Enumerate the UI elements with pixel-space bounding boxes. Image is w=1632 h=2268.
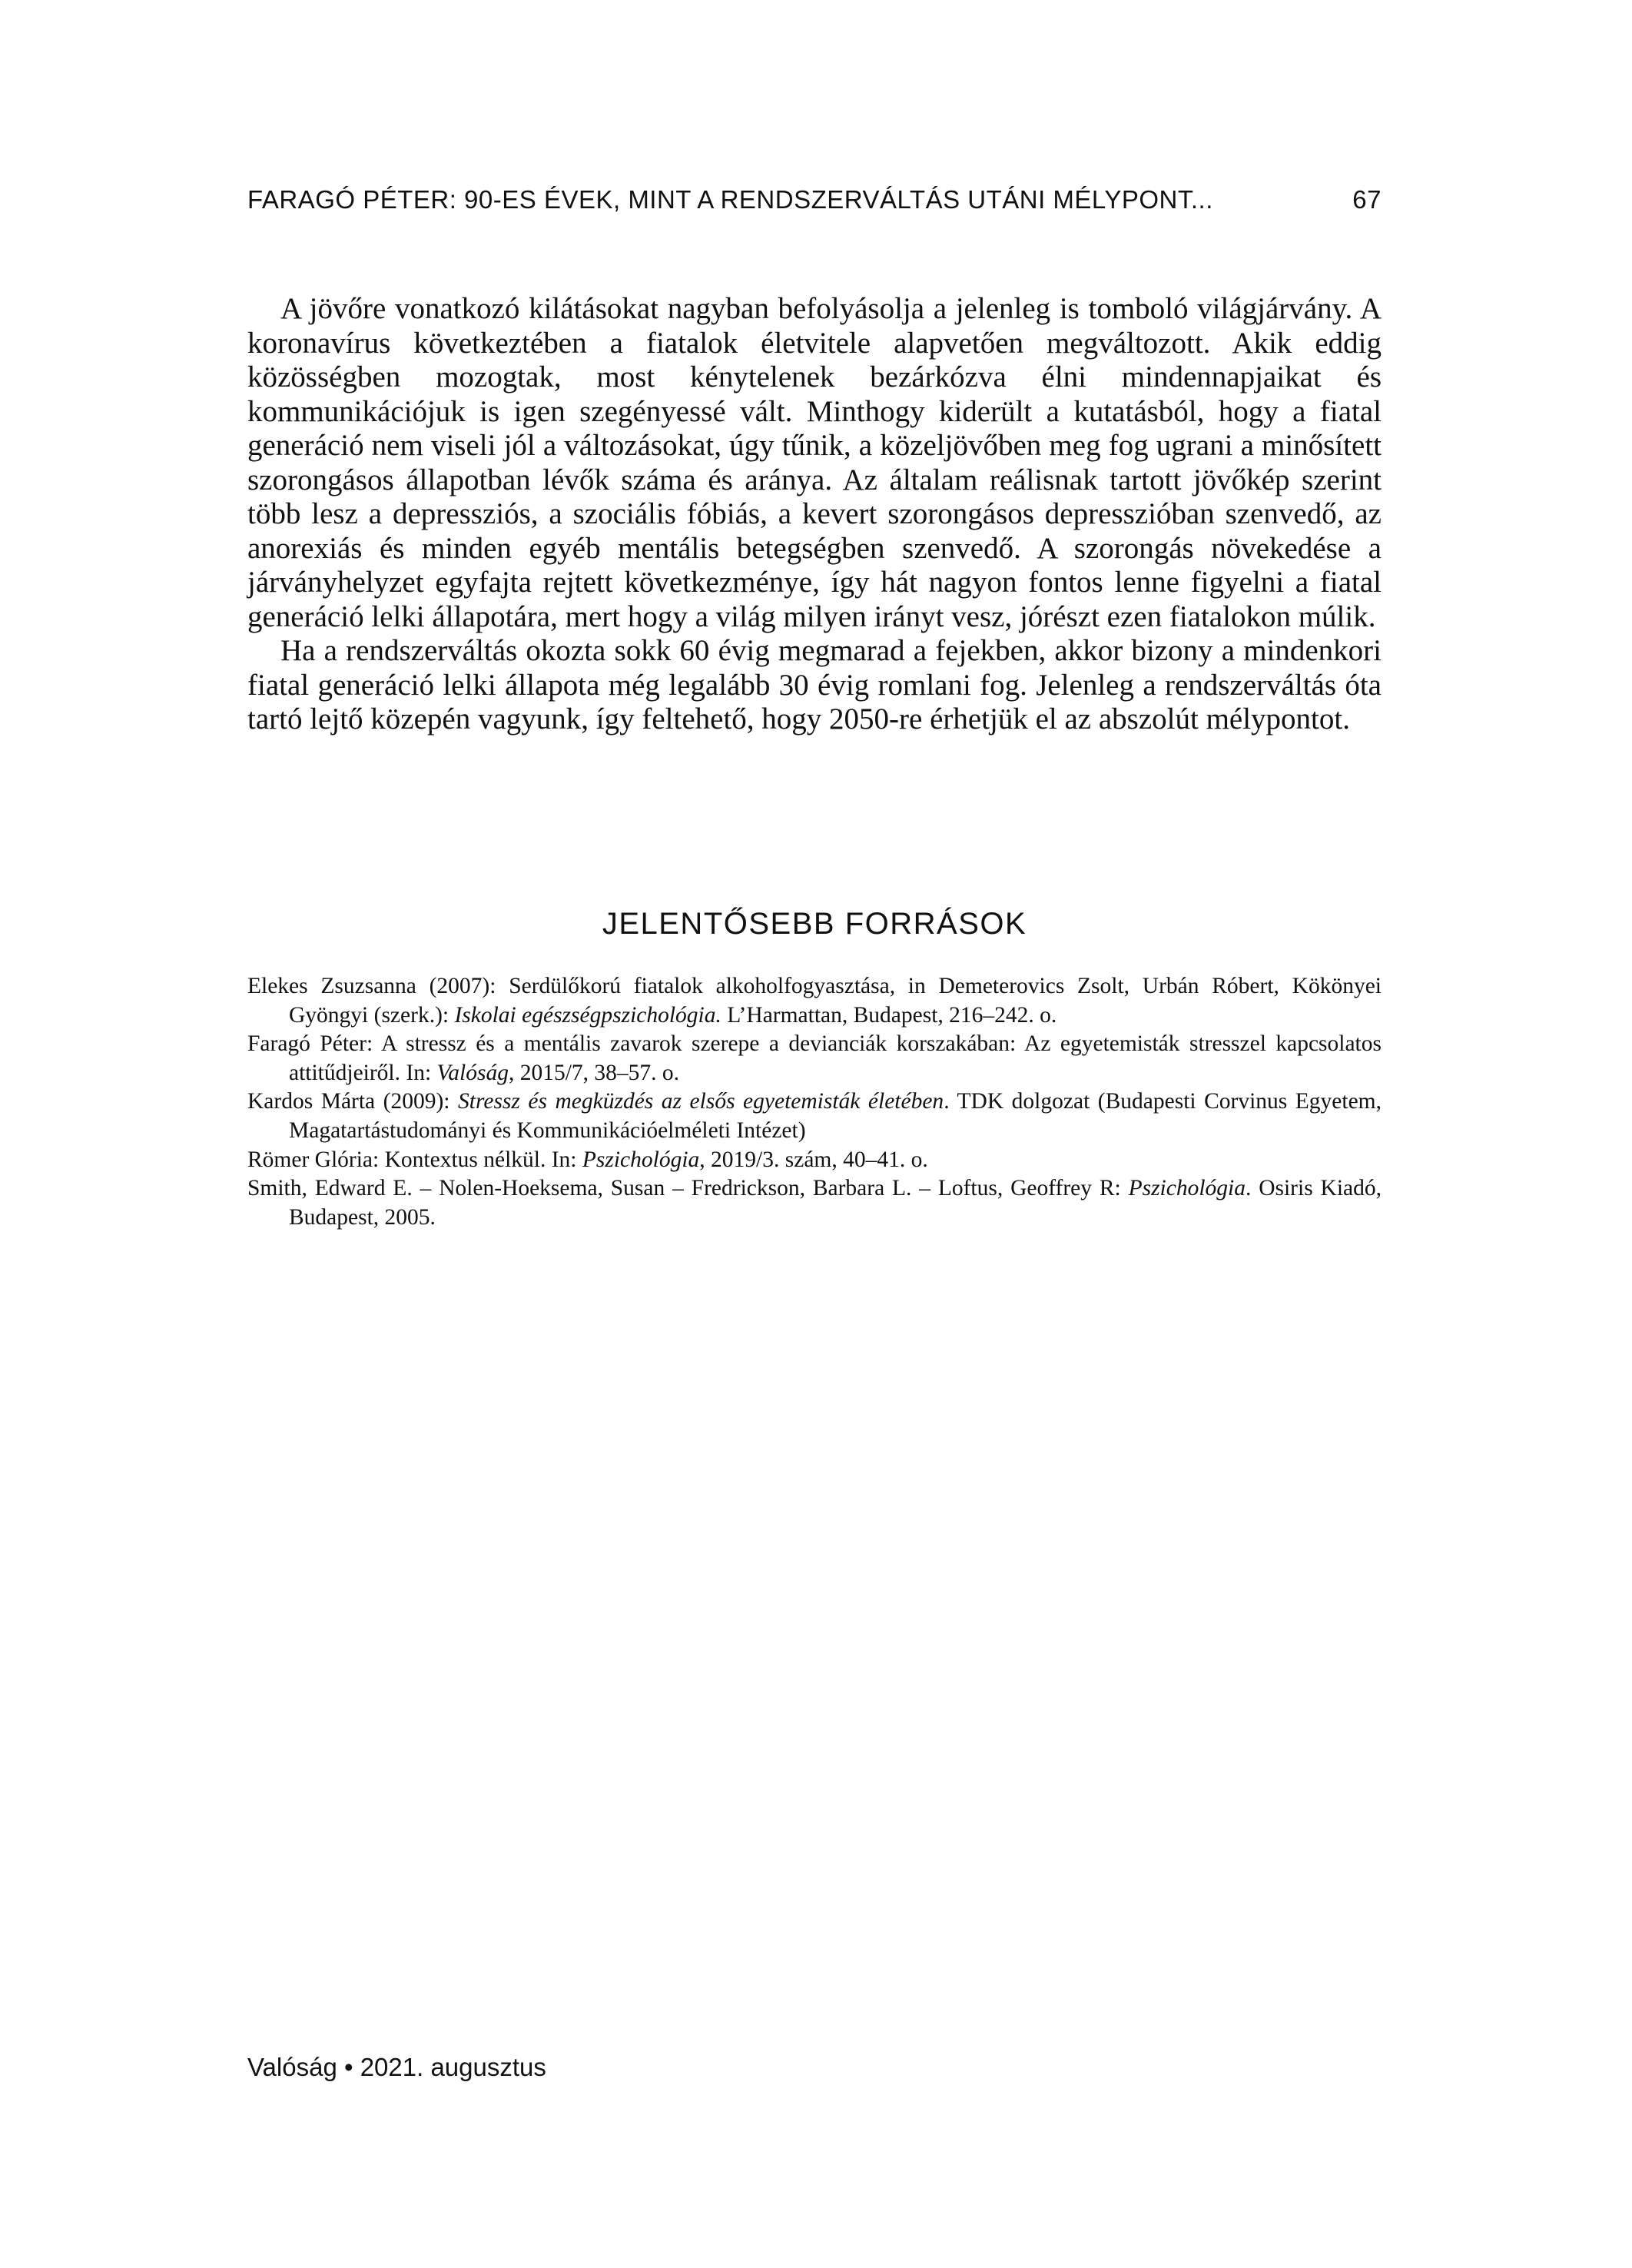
body-paragraph: Ha a rendszerváltás okozta sokk 60 évig megmarad a fejekben, akkor bizony a mindenkori fiatal generáció lelki állapota még legalább 30 évig romlani fog. Jelenleg a rendszerváltás óta tartó lejtő közepén vagyunk, így feltehető, hogy 2050-re érhetjük el az abszolút mélypontot. (247, 634, 1382, 736)
sources-heading: JELENTŐSEBB FORRÁSOK (602, 907, 1027, 941)
page-number: 67 (1352, 185, 1382, 214)
reference-item: Elekes Zsuzsanna (2007): Serdülőkorú fiatalok alkoholfogyasztása, in Demeterovics Zsolt, Urbán Róbert, Kökönyei Gyöngyi (szerk.): Iskolai egészségpszichológia. L’Harmattan, Budapest, 216–242. o. (247, 974, 1382, 1028)
reference-item: Kardos Márta (2009): Stressz és megküzdés az elsős egyetemisták életében. TDK dolgozat (Budapesti Corvinus Egyetem, Magatartástudományi és Kommunikációelméleti Intézet) (247, 1089, 1382, 1143)
reference-item: Römer Glória: Kontextus nélkül. In: Pszichológia, 2019/3. szám, 40–41. o. (247, 1147, 928, 1172)
body-paragraph: A jövőre vonatkozó kilátásokat nagyban befolyásolja a jelenleg is tomboló világjárvány. A koronavírus következtében a fiatalok életvitele alapvetően megváltozott. Akik eddig közösségben mozogtak, most kénytelenek bezárkózva élni mindennapjaikat és kommunikációjuk is igen szegényessé vált. Minthogy kiderült a kutatásból, hogy a fiatal generáció nem viseli jól a változásokat, úgy tűnik, a közeljövőben meg fog ugrani a minősített szorongásos állapotban lévők száma és aránya. Az általam reálisnak tartott jövőkép szerint több lesz a depressziós, a szociális fóbiás, a kevert szorongásos depresszióban szenvedő, az anorexiás és minden egyéb mentális betegségben szenvedő. A szorongás növekedése a járványhelyzet egyfajta rejtett következménye, így hát nagyon fontos lenne figyelni a fiatal generáció lelki állapotára, mert hogy a világ milyen irányt vesz, jórészt ezen fiatalokon múlik. (247, 292, 1382, 633)
page-footer: Valóság • 2021. augusztus (247, 2053, 546, 2081)
running-title: FARAGÓ PÉTER: 90-ES ÉVEK, MINT A RENDSZERVÁLTÁS UTÁNI MÉLYPONT... (247, 185, 1213, 214)
reference-list (247, 972, 1382, 1232)
article-body (247, 292, 1382, 737)
reference-item: Faragó Péter: A stressz és a mentális zavarok szerepe a devianciák korszakában: Az egyetemisták stresszel kapcsolatos attitűdjeiről. In: Valóság, 2015/7, 38–57. o. (247, 1031, 1382, 1085)
reference-item: Smith, Edward E. – Nolen-Hoeksema, Susan – Fredrickson, Barbara L. – Loftus, Geoffrey R: Pszichológia. Osiris Kiadó, Budapest, 2005. (247, 1176, 1382, 1230)
